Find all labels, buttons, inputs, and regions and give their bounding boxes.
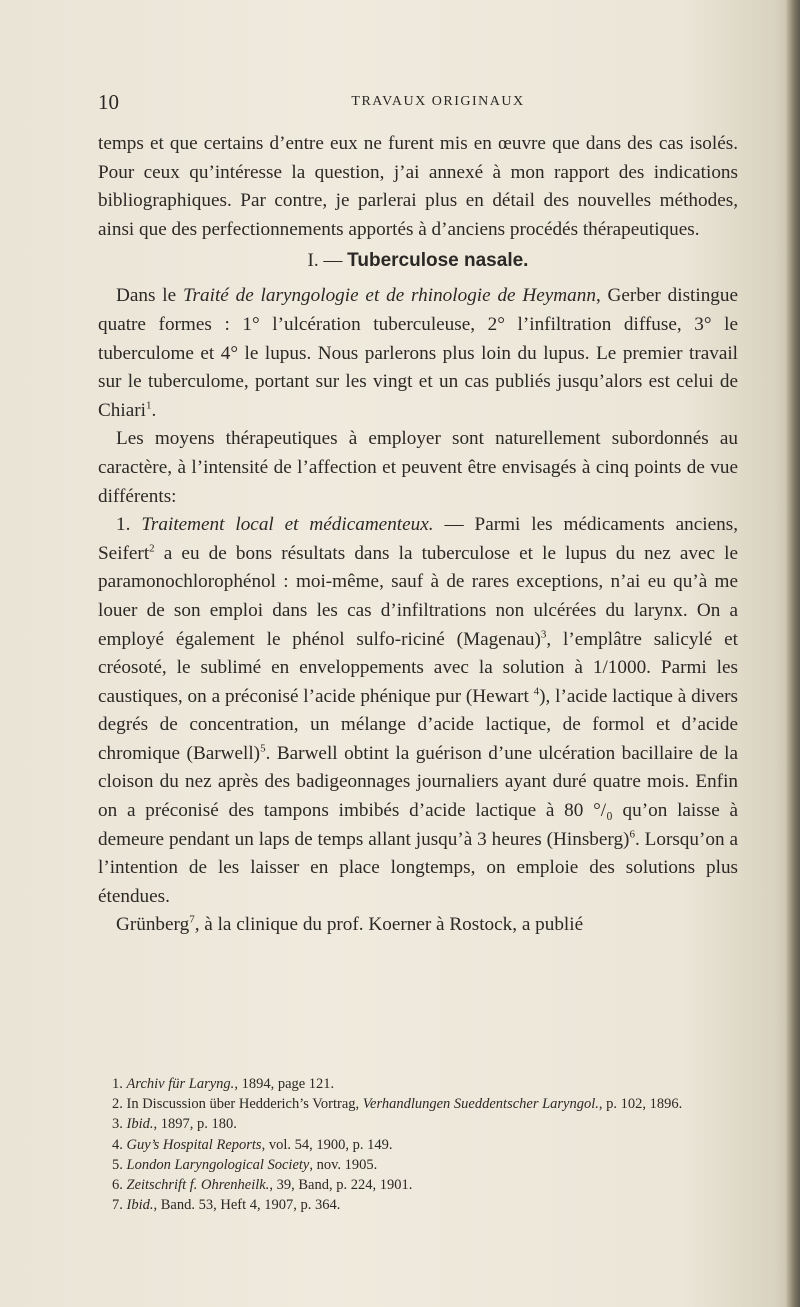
text-run: ), l’acide lactique à divers degrés de concentration, un mélange d’acide lactique, de formol et d’acide chromique (Barwell) <box>98 685 738 764</box>
footnote-5 <box>98 1155 738 1175</box>
text-run: . Lorsqu’on a l’intention de les laisser en place longtemps, on emploie des solutions plus étendues. <box>98 828 738 907</box>
footnote-4 <box>98 1135 738 1155</box>
footnote-detail: , Band. 53, Heft 4, 1907, p. 364. <box>153 1197 341 1214</box>
footnote-source: Ibid. <box>126 1116 154 1133</box>
footnote-number: 1. <box>112 1076 127 1092</box>
section-heading <box>98 246 738 276</box>
footnote-detail: , 1897, p. 180. <box>153 1116 237 1133</box>
text-run: . Barwell obtint la guérison d’une ulcération bacillaire de la cloison du nez après des badigeonnages journaliers ayant duré quatre mois. Enfin on a préconisé des tampons imbibés d’acide lactique à 80 °/₀ qu’on laisse à demeure pendant un laps de temps allant jusqu’à 3 heures (Hinsberg) <box>98 742 739 850</box>
footnote-3 <box>98 1114 738 1134</box>
text-run: , à la clinique du prof. Koerner à Rostock, a publié <box>194 914 584 936</box>
footnote-number: 6. <box>112 1177 127 1194</box>
footnote-source: Ibid. <box>126 1197 154 1214</box>
footnote-number: 3. <box>112 1116 127 1133</box>
footnote-detail: , 1894, page 121. <box>234 1076 335 1092</box>
main-text <box>98 130 738 940</box>
text-run: Grünberg <box>116 914 190 936</box>
footnotes <box>98 1074 738 1215</box>
footnote-source: Zeitschrift f. Ohrenheilk. <box>126 1177 270 1194</box>
footnote-source: Verhandlungen Sueddentscher Laryngol. <box>362 1096 599 1113</box>
footnote-detail: , nov. 1905. <box>309 1156 378 1173</box>
text-run: , l’emplâtre salicylé et créosoté, le sublimé en enveloppements avec la solution à 1/1000. Parmi les caustiques, on a préconisé l’acide phénique pur (Hewart <box>98 628 738 707</box>
footnote-ref-7: 7 <box>189 914 195 927</box>
footnote-ref-4: 4 <box>533 685 540 698</box>
text-run: a eu de bons résultats dans la tuberculose et le lupus du nez avec le paramonochlorophénol : moi-même, sauf à de rares exceptions, n’ai eu qu’à me louer de son emploi dans les cas d’infiltrations non ulcérées du larynx. On a employé également le phénol sulfo-riciné (Magenau) <box>98 542 738 650</box>
text-run: . <box>151 399 157 421</box>
page-header <box>98 90 738 114</box>
text-run: — Parmi les médicaments anciens, Seifert <box>98 514 739 564</box>
list-number: 1. <box>116 514 142 536</box>
footnote-ref-1: 1 <box>145 399 152 412</box>
footnote-1 <box>98 1074 738 1094</box>
footnote-ref-3: 3 <box>540 628 547 641</box>
running-head: TRAVAUX ORIGINAUX <box>351 94 525 109</box>
footnote-detail: , vol. 54, 1900, p. 149. <box>261 1136 393 1153</box>
paragraph-3: Les moyens thérapeutiques à employer sont naturellement subordonnés au caractère, à l’intensité de l’affection et peuvent être envisagés à cinq points de vue différents: <box>98 428 738 507</box>
footnote-7 <box>98 1195 738 1215</box>
footnote-2 <box>98 1094 738 1114</box>
paragraph-4 <box>98 511 738 911</box>
page-number: 10 <box>98 90 119 114</box>
footnote-6 <box>98 1175 738 1195</box>
section-title: Tuberculose nasale. <box>347 250 529 272</box>
footnote-detail: , 39, Band, p. 224, 1901. <box>269 1177 413 1194</box>
footnote-source: Guy’s Hospital Reports <box>126 1136 262 1153</box>
paragraph-1: temps et que certains d’entre eux ne furent mis en œuvre que dans des cas isolés. Pour ceux qu’intéresse la question, j’ai annexé à mon rapport des indications bibliographiques. Par contre, je parlerai plus en détail des nouvelles méthodes, ainsi que des perfectionnements apportés à d’anciens procédés thérapeutiques. <box>98 133 738 240</box>
footnote-number: 2. <box>112 1096 127 1113</box>
footnote-ref-2: 2 <box>149 542 155 555</box>
footnote-number: 5. <box>112 1156 127 1173</box>
text-run: , Gerber distingue quatre formes : 1° l’ulcération tuberculeuse, 2° l’infiltration diffuse, 3° le tuberculome et 4° le lupus. Nous parlerons plus loin du lupus. Le premier travail sur le tuberculome, portant sur les vingt et un cas publiés jusqu’alors est celui de Chiari <box>98 285 738 421</box>
footnote-detail: , p. 102, 1896. <box>598 1096 683 1113</box>
footnote-ref-6: 6 <box>629 828 635 841</box>
footnote-number: 4. <box>112 1136 127 1153</box>
footnote-source: London Laryngological Society <box>126 1156 310 1173</box>
text-run: Dans le <box>116 285 183 307</box>
italic-subheading: Traitement local et médicamenteux. <box>141 514 434 536</box>
footnote-ref-5: 5 <box>260 742 266 755</box>
italic-title: Traité de laryngologie et de rhinologie de Heymann <box>182 285 596 307</box>
page-edge-shadow <box>786 0 800 1307</box>
section-number: I. — <box>307 250 343 272</box>
footnote-number: 7. <box>112 1197 127 1214</box>
paragraph-2 <box>98 282 738 425</box>
footnote-source: Archiv für Laryng. <box>126 1076 235 1092</box>
footnote-prefix: In Discussion über Hedderich’s Vortrag, <box>126 1096 363 1113</box>
paragraph-5 <box>98 911 738 940</box>
